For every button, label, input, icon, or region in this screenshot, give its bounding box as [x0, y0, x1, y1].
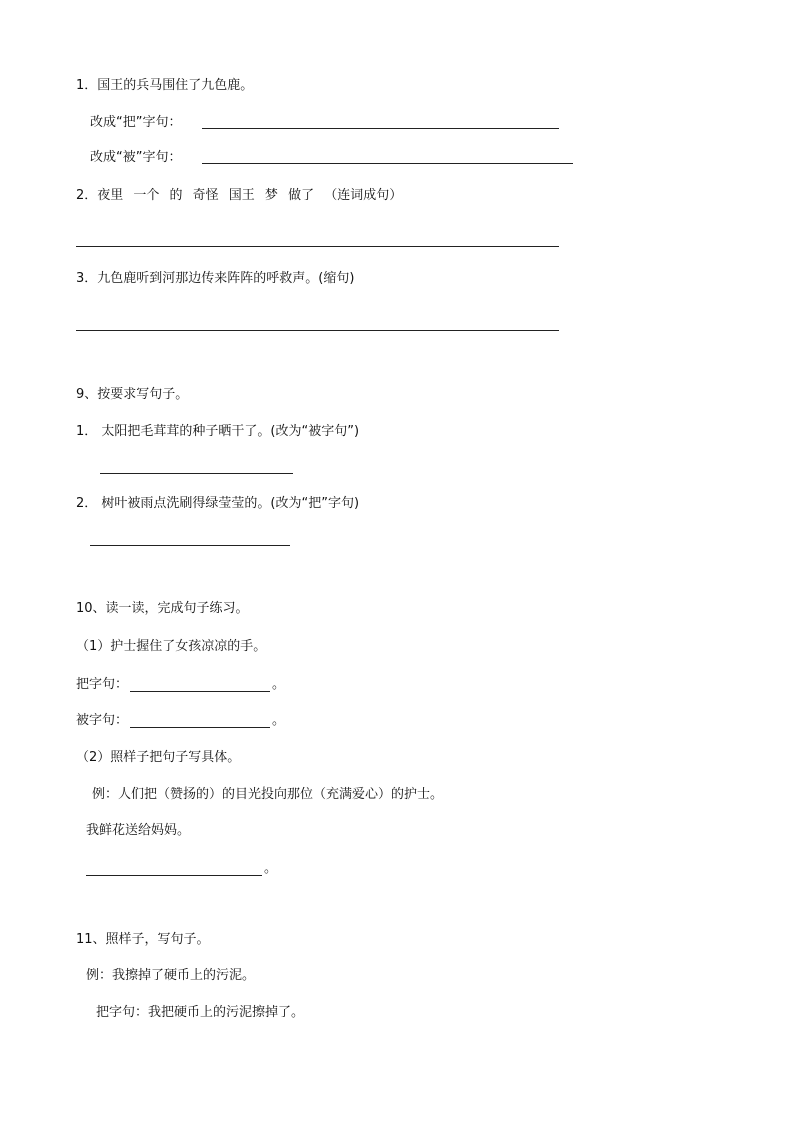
q10-title: 10、读一读，完成句子练习。: [76, 601, 249, 616]
q11-ba-example: 把字句：我把硬币上的污泥擦掉了。: [96, 1005, 305, 1020]
q10-rewrite-answer-line[interactable]: [86, 861, 262, 876]
q10-bei-end-mark: 。: [272, 713, 286, 728]
q10-example: 例：人们把（赞扬的）的目光投向那位（充满爱心）的护士。: [92, 787, 444, 802]
q9-item1: 1． 太阳把毛茸茸的种子晒干了。(改为“被字句”): [76, 424, 360, 439]
q10-rewrite-row: [86, 860, 277, 878]
q1-ba-answer-line[interactable]: [202, 128, 559, 129]
q10-ba-end-mark: 。: [272, 677, 286, 692]
q9-item2: 2． 树叶被雨点洗刷得绿莹莹的。(改为“把”字句): [76, 496, 360, 511]
q10-bei-label: 被字句：: [76, 713, 129, 728]
q3-answer-line[interactable]: [76, 330, 559, 331]
q1-ba-label: 改成“把”字句：: [90, 115, 182, 130]
q10-ba-answer-line[interactable]: [130, 677, 270, 692]
q10-sentence: 我鲜花送给妈妈。: [86, 823, 191, 838]
q2-stem: 2．夜里 一个 的 奇怪 国王 梦 做了 （连词成句）: [76, 188, 403, 203]
q10-part1: （1）护士握住了女孩凉凉的手。: [76, 639, 267, 654]
q10-bei-row: [76, 712, 285, 730]
q10-part2: （2）照样子把句子写具体。: [76, 750, 241, 765]
q10-ba-label: 把字句：: [76, 677, 129, 692]
q1-bei-label: 改成“被”字句：: [90, 150, 182, 165]
q1-stem: 1．国王的兵马围住了九色鹿。: [76, 78, 254, 93]
q10-rewrite-end-mark: 。: [264, 861, 278, 876]
q9-item2-answer-line[interactable]: [90, 545, 290, 546]
q10-ba-row: [76, 676, 285, 694]
q1-bei-answer-line[interactable]: [202, 163, 573, 164]
q2-answer-line[interactable]: [76, 246, 559, 247]
q9-item1-answer-line[interactable]: [100, 473, 293, 474]
q10-bei-answer-line[interactable]: [130, 713, 270, 728]
q3-stem: 3．九色鹿听到河那边传来阵阵的呼救声。(缩句): [76, 271, 355, 286]
q9-title: 9、按要求写句子。: [76, 387, 189, 402]
q11-example: 例：我擦掉了硬币上的污泥。: [86, 968, 256, 983]
q11-title: 11、照样子，写句子。: [76, 932, 210, 947]
